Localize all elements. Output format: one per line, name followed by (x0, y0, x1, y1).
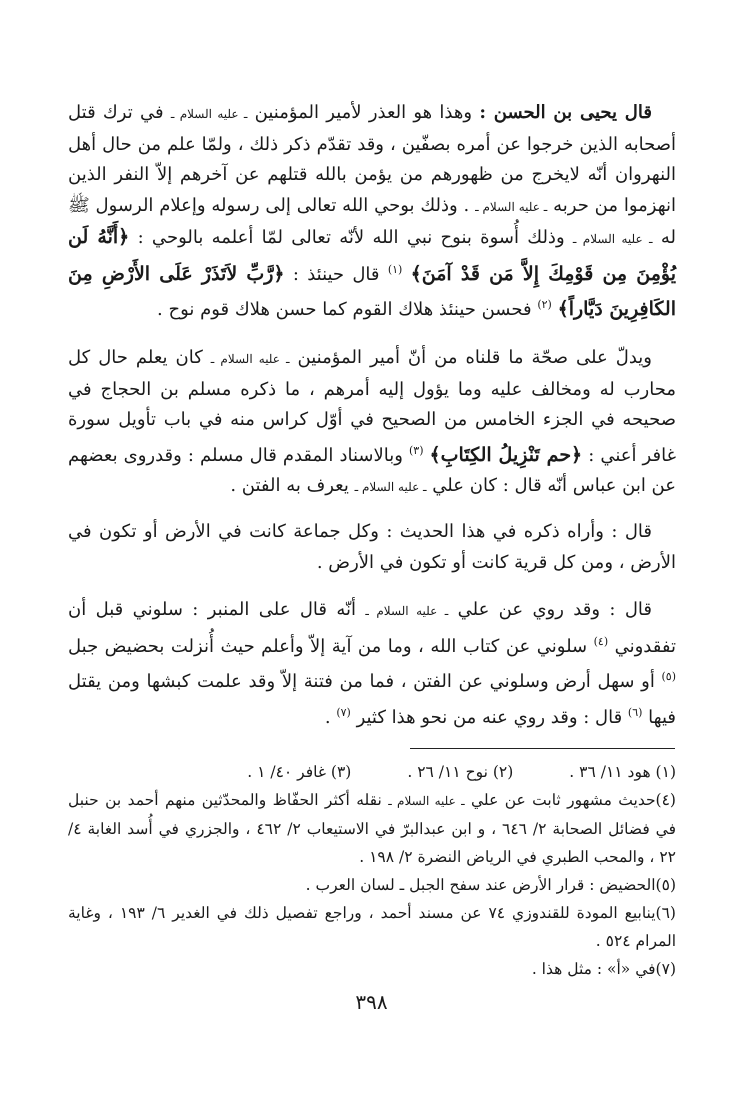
honorific: ـ عليه السلام ـ (170, 107, 248, 121)
footnote-4-sources: نقله أكثر الحفّاظ والمحدّثين منهم أحمد بن حنبل في فضائل الصحابة ٢/ ٦٤٦ ، و ابن عبدالبرّ في الاستيعاب ٢/ ٤٦٢ ، والجزري في أُسد الغابة ٤/ ٢٢ ، والمحب الطبري في الرياض النضرة ٢/ ١٩٨ . (68, 791, 676, 866)
footnote-ref[interactable]: (٣) (408, 443, 424, 457)
honorific: ـ عليه السلام ـ (572, 232, 653, 246)
paragraph-4 (68, 595, 676, 733)
honorific: ـ عليه السلام ـ (354, 480, 427, 494)
footnote-5: (٥)الحضيض : قرار الأرض عند سفح الجبل ـ لسان العرب . (305, 876, 676, 894)
footnote-ref[interactable]: (٥) (661, 670, 676, 683)
footnote-1: (١) هود ١١/ ٣٦ . (569, 763, 676, 781)
paragraph-3 (68, 517, 676, 578)
text: يعرف به الفتن . (230, 475, 349, 496)
text: ويدلّ على صحّة ما قلناه من أنّ أمير المؤمنين (297, 347, 652, 368)
quran-verse: ﴿أَنَّهُ لَن يُؤْمِنَ مِن قَوْمِكَ إِلاَّ مَن قَدْ آمَنَ﴾ (68, 226, 677, 285)
text: قال : وقد روي عن علي (457, 599, 652, 620)
honorific: ـ عليه السلام ـ (388, 794, 465, 808)
honorific: ـ عليه السلام ـ (475, 199, 548, 214)
text: في ترك قتل أصحابه الذين خرجوا عن أمره بصفّين ، وقد تقدّم ذكر ذلك ، ولمّا علم من حال أهل النهروان أنّه لايخرج من ظهورهم من يؤمن بالله قتلهم عن آخرهم إلاّ النفر الذين انهزموا من حربه (68, 102, 677, 216)
quran-verse: ﴿حم تَنْزِيلُ الكِتَابِ﴾ (429, 443, 583, 466)
paragraph-1 (68, 98, 676, 326)
text: فحسن حينئذ هلاك القوم كما حسن هلاك قوم نوح . (157, 299, 532, 320)
footnote-4-text: (٤)حديث مشهور ثابت عن علي (471, 791, 676, 809)
footnote-2: (٢) نوح ١١/ ٢٦ . (407, 763, 514, 781)
footnote-6: (٦)ينابيع المودة للقندوزي ٧٤ عن مسند أحمد ، وراجع تفصيل ذلك في الغدير ٦/ ١٩٣ ، وغاية المرام ٥٢٤ . (68, 904, 676, 950)
footnote-row-short (68, 758, 676, 786)
speaker-name: قال يحيى بن الحسن : (479, 102, 652, 123)
text: أو سهل أرض وسلوني عن الفتن ، فما من فتنة إلاّ وقد علمت كبشها ومن يقتل فيها (68, 671, 676, 728)
text: سلوني عن كتاب الله ، وما من آية إلاّ وأعلم حيث أُنزلت بحضيض جبل (68, 635, 588, 657)
text: كان يعلم حال كل محارب له ومخالف عليه وما يؤول إليه أمرهم ، ما ذكره مسلم بن الحجاج في صحيحه في الجزء الخامس من الصحيح في أوّل كراس منه في باب تأويل سورة غافر أعني : (68, 347, 676, 466)
footnote-ref[interactable]: (٦) (627, 705, 643, 719)
honorific: ـ عليه السلام ـ (210, 352, 290, 366)
text: وهذا هو العذر لأمير المؤمنين (254, 102, 473, 123)
text: وبالاسناد المقدم قال مسلم : وقدروى بعضهم عن ابن عباس أنّه قال : كان علي (68, 444, 676, 496)
footnote-ref[interactable]: (٧) (336, 705, 351, 719)
text: . وذلك بوحي الله تعالى إلى رسوله وإعلام الرسول ﷺ له (68, 194, 676, 248)
footnote-ref[interactable]: (٢) (537, 298, 552, 311)
honorific: ـ عليه السلام ـ (365, 604, 449, 618)
footnote-4 (68, 786, 676, 871)
paragraph-2 (68, 343, 676, 503)
text: قال : وقد روي عنه من نحو هذا كثير (356, 706, 623, 728)
text: قال حينئذ : (292, 263, 380, 285)
footnote-ref[interactable]: (٤) (593, 634, 609, 648)
footnote-3: (٣) غافر ٤٠/ ١ . (247, 763, 352, 781)
page-number: ٣٩٨ (355, 990, 388, 1014)
footnotes (68, 758, 676, 983)
footnote-7: (٧)في «أ» : مثل هذا . (531, 960, 676, 978)
footnote-ref[interactable]: (١) (387, 262, 403, 276)
quran-verse: ﴿رَّبِّ لاَتَذَرْ عَلَى الأَرْضِ مِنَ الكَافِرِينَ دَيَّاراً﴾ (68, 262, 676, 320)
footnote-divider (410, 748, 675, 749)
text: أنّه قال على المنبر : سلوني قبل أن تفقدوني (68, 599, 676, 657)
text: . (324, 706, 331, 728)
text: وذلك أُسوة بنوح نبي الله لأنّه تعالى لمّا أعلمه بالوحي : (137, 227, 565, 248)
text: قال : وأراه ذكره في هذا الحديث : وكل جماعة كانت في الأرض أو تكون في الأرض ، ومن كل قرية كانت أو تكون في الأرض . (68, 521, 676, 573)
